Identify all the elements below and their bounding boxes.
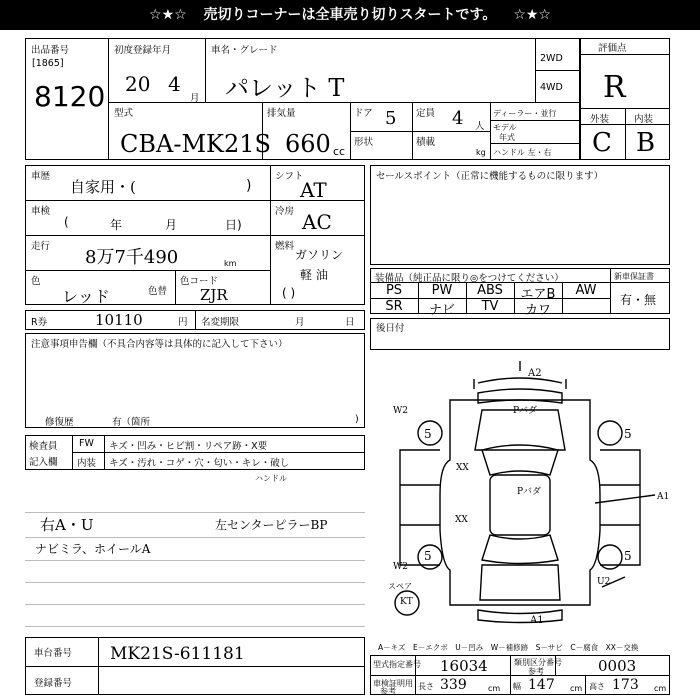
spec-len-label: 長さ [418, 682, 434, 691]
sale-banner [0, 0, 700, 30]
equip-abs: ABS [477, 283, 503, 298]
diag-xx2: XX [455, 515, 468, 525]
inspector-fw-text: キズ・凹み・ヒビ割・リペア跡・X要 [109, 441, 268, 452]
inspector-label2: 記入欄 [29, 457, 58, 468]
chassis-value: MK21S-611181 [110, 644, 245, 664]
grade-value: R [603, 70, 626, 105]
diag-a1-bottom: A1 [530, 615, 544, 626]
handwritten-line2: 左センターピラーBP [215, 518, 328, 532]
car-name-value: パレット T [225, 74, 345, 102]
diag-kt: KT [400, 597, 413, 607]
diag-pu-mid: Pバダ [517, 487, 542, 497]
lot-label: 出品番号 [31, 45, 70, 56]
recycle-label: R券 [31, 317, 48, 328]
after-fit-label: 後日付 [376, 323, 405, 334]
meigi-label: 名変期限 [201, 317, 240, 328]
shift-value: AT [300, 178, 327, 202]
color-code-label: 色コード [180, 276, 219, 287]
banner-stars-left: ☆★☆ [149, 7, 187, 23]
doors-label: ドア [354, 108, 373, 119]
inspector-ns-text: キズ・汚れ・コゲ・穴・匂い・キレ・破し [109, 458, 290, 469]
diag-a2-top: A2 [528, 368, 542, 379]
fuel-gasoline: ガソリン [295, 248, 344, 262]
load-unit: kg [476, 148, 486, 157]
sales-point-label: セールスポイント（正常に機能するものに限ります） [376, 171, 604, 182]
history-close: ) [246, 178, 252, 194]
ac-value: AC [302, 210, 332, 234]
spec-w-label: 幅 [513, 682, 521, 691]
spec-len-value: 339 [440, 677, 467, 693]
lot-sub: [1865] [32, 58, 64, 69]
handwritten-line3: ナビミラ、ホイールA [35, 542, 151, 556]
drive-4wd: 4WD [540, 82, 563, 93]
inspection-year: 年 [110, 218, 123, 232]
interior-grade: B [636, 128, 656, 158]
equip-airbag: エアB [520, 287, 556, 302]
capacity-unit: 人 [475, 121, 485, 132]
spec-h-label: 高さ [589, 682, 605, 691]
meigi-day: 日 [345, 317, 355, 328]
color-change-label: 色替 [148, 286, 168, 297]
repair-label: 修復歴 [45, 417, 74, 428]
first-reg-label: 初度登録年月 [114, 45, 172, 56]
spec-w-value: 147 [528, 677, 555, 693]
mileage-label: 走行 [31, 241, 51, 252]
recycle-unit: 円 [178, 317, 188, 328]
spec-h-unit: cm [654, 684, 667, 693]
diag-a1-right: A1 [657, 492, 670, 502]
history-value: 自家用・( [70, 178, 136, 196]
dealer-label: ディーラー・並行 [493, 109, 557, 118]
handle-label: ハンドル 左・右 [493, 148, 552, 157]
car-name-label: 車名・グレード [211, 45, 278, 56]
banner-text: 売切りコーナーは全車売り切りスタートです。 [203, 7, 497, 23]
diag-w2-left: W2 [393, 406, 408, 416]
fuel-label: 燃料 [275, 241, 295, 252]
repair-close: ) [355, 414, 359, 425]
equip-ps: PS [385, 283, 403, 298]
inspection-month: 月 [165, 218, 178, 232]
spec-w-unit: cm [570, 684, 583, 693]
warranty-value: 有・無 [620, 293, 657, 307]
equipment-label: 装備品（純正品に限り◎をつけてください） [375, 273, 564, 284]
equip-tv: TV [481, 299, 499, 314]
diag-xx1: XX [456, 463, 469, 473]
diag-wheel-rr: 5 [624, 549, 632, 563]
shift-label: シフト [275, 171, 304, 182]
recycle-value: 10110 [95, 311, 143, 329]
fuel-diesel: 軽 油 [300, 268, 328, 282]
model-label: 型式 [114, 108, 134, 119]
spec-note-label: 参考 [528, 667, 544, 676]
spec-h-value: 173 [612, 677, 639, 693]
spec-len-unit: cm [488, 684, 501, 693]
equip-navi: ナビ [428, 303, 455, 318]
first-reg-month-unit: 月 [190, 93, 200, 104]
model-year-label1: モデル [493, 123, 517, 132]
diag-wheel-rl: 5 [424, 549, 432, 563]
first-reg-month: 4 [168, 72, 181, 96]
spec-type-label: 型式指定番号 [373, 660, 421, 669]
grade-label: 評価点 [598, 43, 627, 54]
diag-spare: スペア [388, 582, 412, 591]
handwritten-line1: 右A・U [40, 516, 94, 534]
meigi-month: 月 [295, 317, 305, 328]
banner-stars-right: ☆★☆ [513, 7, 551, 23]
after-fit-block [370, 318, 670, 350]
notes-label: 注意事項申告欄（不具合内容等は具体的に記入して下さい） [31, 339, 288, 350]
doors-value: 5 [385, 108, 397, 129]
inspector-label1: 検査員 [29, 441, 58, 452]
displacement-label: 排気量 [267, 108, 296, 119]
reg-label: 登録番号 [34, 678, 73, 689]
mileage-value: 8万7千490 [85, 247, 179, 268]
equip-aw: AW [575, 283, 597, 298]
displacement-unit: cc [333, 145, 346, 158]
spec-type-value: 16034 [440, 657, 488, 675]
model-year-label2: 年式 [499, 133, 515, 142]
exterior-grade: C [592, 128, 612, 158]
inspection-label: 車検 [31, 206, 51, 217]
spec-sub-label: 車検証明用 [373, 679, 413, 688]
chassis-label: 車台番号 [34, 648, 73, 659]
warranty-label: 新車保証書 [614, 272, 654, 281]
inspector-fw: FW [79, 438, 94, 449]
equip-leather: カワ [524, 303, 551, 318]
diag-pu-top: Pバダ [513, 406, 538, 416]
inspection-day: 日) [225, 218, 242, 232]
diag-u2: U2 [597, 577, 611, 587]
color-value: レッド [62, 287, 110, 306]
repair-value: 有（箇所 [112, 417, 151, 428]
equip-pw: PW [431, 283, 453, 298]
mileage-unit: km [224, 259, 237, 268]
model-value: CBA-MK21S [120, 130, 271, 158]
displacement-value: 660 [285, 130, 331, 158]
fuel-other: ( ) [282, 286, 296, 300]
inspector-ns: 内装 [77, 458, 97, 469]
damage-legend: A－キズ E－エクボ U－凹み W－補修跡 S－サビ C－腐食 XX－交換 [378, 643, 639, 652]
spec-note-label-2: 参考 [380, 687, 396, 696]
spec-class-value: 0003 [598, 657, 637, 675]
first-reg-year: 20 [125, 72, 151, 96]
spec-class-label: 類別区分番号 [514, 658, 562, 667]
ac-label: 冷房 [275, 206, 295, 217]
inspector-extra: ハンドル [255, 474, 287, 483]
exterior-label: 外装 [590, 114, 610, 125]
drive-2wd: 2WD [540, 53, 563, 64]
color-label: 色 [31, 276, 41, 287]
shape-label: 形状 [354, 137, 374, 148]
capacity-value: 4 [452, 108, 464, 129]
diag-wheel-fr: 5 [624, 427, 632, 441]
diag-wheel-fl: 5 [424, 427, 432, 441]
diag-w2-bottom: W2 [393, 562, 408, 572]
interior-label: 内装 [634, 114, 654, 125]
inspection-open: ( [64, 215, 69, 229]
load-label: 積載 [416, 137, 436, 148]
color-code-value: ZJR [200, 286, 228, 304]
capacity-label: 定員 [416, 108, 436, 119]
history-label: 車歴 [31, 171, 51, 182]
equip-sr: SR [385, 299, 403, 314]
lot-number: 8120 [34, 80, 106, 113]
